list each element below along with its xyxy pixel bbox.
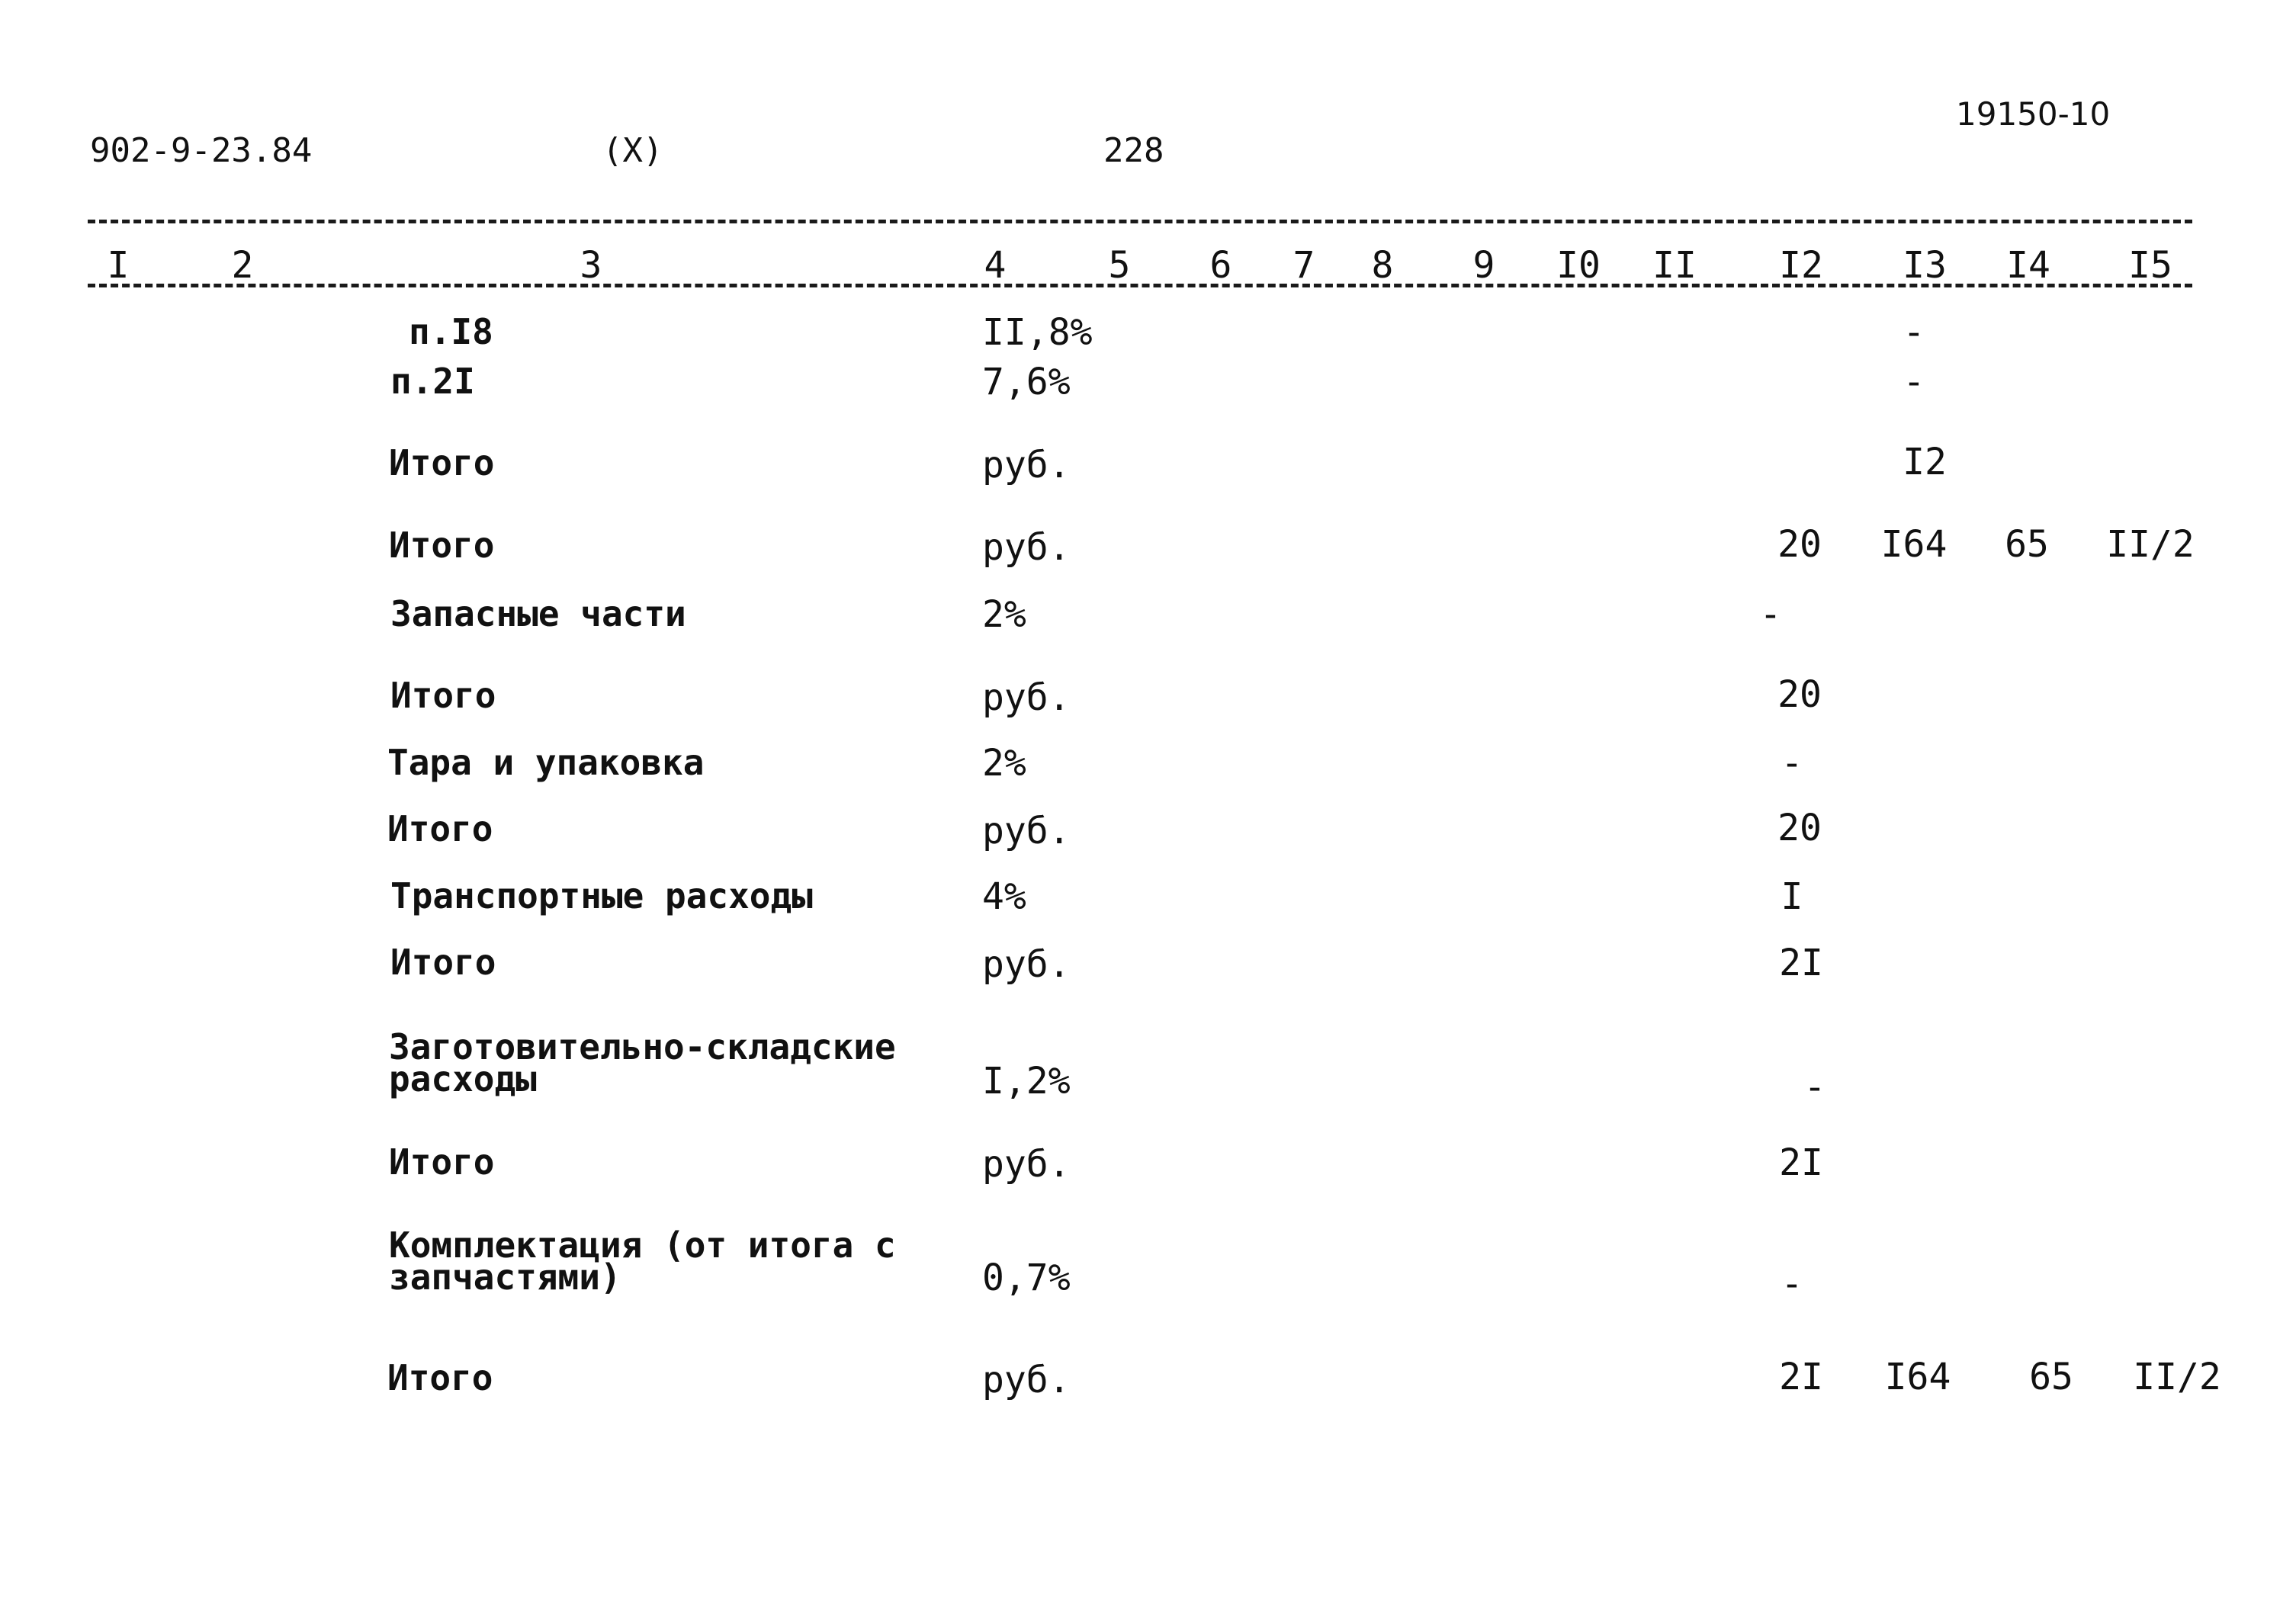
column-number-10: I0 xyxy=(1556,244,1601,287)
row-name: Транспортные расходы xyxy=(390,875,813,916)
row-col12: - xyxy=(1781,742,1803,785)
row-name-line1: Комплектация (от итога с xyxy=(389,1225,896,1266)
row-name-line1: Заготовительно-складские xyxy=(389,1026,896,1067)
row-unit: 0,7% xyxy=(982,1257,1071,1299)
row-col12: 2I xyxy=(1779,1356,1823,1398)
column-number-3: 3 xyxy=(580,244,602,287)
row-col12: 20 xyxy=(1777,523,1822,566)
row-col13: - xyxy=(1903,361,1925,403)
column-number-11: II xyxy=(1652,244,1697,287)
row-col12: 20 xyxy=(1777,673,1822,716)
row-name: Итого xyxy=(390,942,496,983)
column-number-7: 7 xyxy=(1293,244,1315,287)
row-name: Итого xyxy=(387,808,493,849)
row-unit: руб. xyxy=(982,676,1071,719)
row-name: Итого xyxy=(389,442,495,483)
column-number-4: 4 xyxy=(984,244,1007,287)
row-unit: руб. xyxy=(982,444,1071,486)
row-col13: I64 xyxy=(1884,1356,1951,1398)
row-col12: 2I xyxy=(1779,942,1823,984)
row-col13: I2 xyxy=(1903,441,1947,483)
table-top-rule xyxy=(88,220,2192,223)
row-unit: руб. xyxy=(982,1359,1071,1401)
column-number-1: I xyxy=(107,244,130,287)
row-col12: 20 xyxy=(1777,807,1822,849)
row-unit: 7,6% xyxy=(982,361,1071,403)
column-number-6: 6 xyxy=(1209,244,1232,287)
row-unit: руб. xyxy=(982,526,1071,569)
row-name-line2: расходы xyxy=(389,1058,537,1099)
row-unit: 2% xyxy=(982,593,1026,636)
row-unit: руб. xyxy=(982,943,1071,986)
row-col13: I64 xyxy=(1880,523,1948,566)
row-col12: - xyxy=(1781,1263,1803,1305)
row-col12: - xyxy=(1759,593,1782,636)
row-col15: II/2 xyxy=(2106,523,2195,566)
column-number-12: I2 xyxy=(1779,244,1823,287)
document-code: 902-9-23.84 xyxy=(90,131,313,170)
row-name: Тара и упаковка xyxy=(387,742,705,783)
row-name: Итого xyxy=(390,675,496,716)
table-header-rule xyxy=(88,284,2192,287)
row-col12: 2I xyxy=(1779,1141,1823,1184)
row-col14: 65 xyxy=(2005,523,2049,566)
row-unit: 4% xyxy=(982,875,1026,918)
row-unit: II,8% xyxy=(982,311,1093,354)
page-number: 228 xyxy=(1103,131,1164,170)
row-name: Запасные части xyxy=(390,593,686,634)
row-name: п.2I xyxy=(390,361,475,402)
row-name-line2: запчастями) xyxy=(389,1257,621,1298)
row-unit: руб. xyxy=(982,1143,1071,1186)
row-col13: - xyxy=(1903,311,1925,354)
column-number-2: 2 xyxy=(231,244,254,287)
row-unit: I,2% xyxy=(982,1060,1071,1103)
archive-stamp: 19150-10 xyxy=(1956,95,2111,133)
column-number-14: I4 xyxy=(2006,244,2050,287)
row-col15: II/2 xyxy=(2133,1356,2221,1398)
row-name: Итого xyxy=(389,1141,495,1183)
column-number-8: 8 xyxy=(1371,244,1394,287)
row-name: Итого xyxy=(389,525,495,566)
row-name: п.I8 xyxy=(409,311,493,352)
row-unit: 2% xyxy=(982,742,1026,785)
row-name: Итого xyxy=(387,1357,493,1398)
row-col14: 65 xyxy=(2029,1356,2073,1398)
column-number-13: I3 xyxy=(1903,244,1947,287)
document-mark: (X) xyxy=(602,131,663,170)
column-number-15: I5 xyxy=(2128,244,2172,287)
row-col12: - xyxy=(1803,1066,1826,1109)
column-number-9: 9 xyxy=(1472,244,1495,287)
row-unit: руб. xyxy=(982,810,1071,852)
row-col12: I xyxy=(1781,875,1803,918)
column-number-5: 5 xyxy=(1108,244,1131,287)
